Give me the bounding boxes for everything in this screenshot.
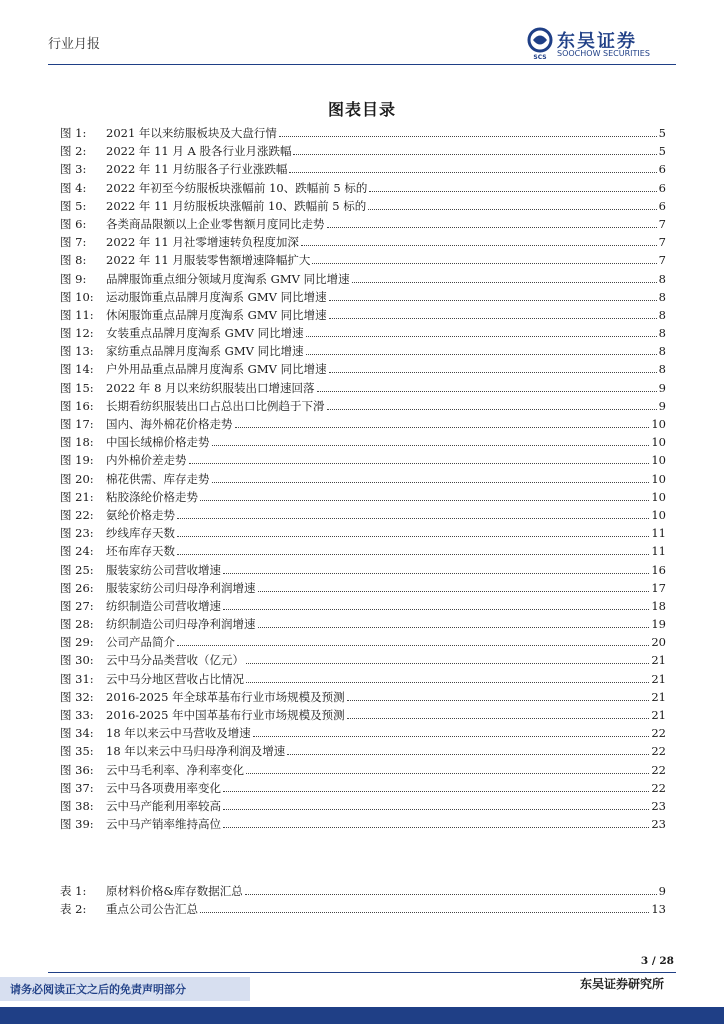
entry-label: 图 15: [60,380,94,395]
table-list [60,882,666,918]
entry-label: 图 1: [60,126,87,140]
entry-title: 云中马产能利用率较高 [106,798,221,813]
entry-page: 10 [651,435,666,450]
page-number: 3 / 28 [640,955,674,967]
leader-dots [329,371,657,373]
toc-entry[interactable] [60,900,666,918]
entry-label: 图 9: [60,271,87,286]
entry-label: 图 17: [60,417,94,431]
entry-page: 23 [651,817,666,832]
toc-entry[interactable] [60,233,666,251]
entry-page: 7 [658,235,666,250]
entry-label: 图 16: [60,398,94,413]
toc-entry[interactable] [60,779,666,797]
entry-label: 图 18: [60,435,94,450]
entry-label: 图 5: [60,198,87,213]
toc-entry[interactable] [60,688,666,706]
toc-entry[interactable] [60,651,666,669]
entry-label: 图 36: [60,762,94,777]
toc-entry[interactable] [60,761,666,779]
toc-entry[interactable] [60,815,666,833]
leader-dots [352,281,657,283]
logo-mark-text: SCS [533,54,547,61]
entry-page: 16 [651,562,666,577]
entry-label: 图 2: [60,144,87,159]
entry-label: 图 34: [60,726,94,741]
entry-title: 休闲服饰重点品牌月度淘系 GMV 同比增速 [106,307,327,322]
entry-page: 10 [651,471,666,486]
entry-page: 6 [658,198,666,213]
leader-dots [200,911,649,913]
page-title: 图表目录 [327,100,396,119]
leader-dots [253,735,650,737]
leader-dots [189,462,650,464]
entry-label: 图 20: [60,471,94,486]
entry-page: 10 [651,453,666,468]
entry-title: 运动服饰重点品牌月度淘系 GMV 同比增速 [106,289,327,304]
leader-dots [177,553,649,555]
toc-entry[interactable] [60,197,666,215]
leader-dots [306,353,657,355]
toc-entry[interactable] [60,742,666,760]
leader-dots [235,426,650,428]
toc-entry[interactable] [60,724,666,742]
leader-dots [245,893,657,895]
entry-page: 11 [651,526,666,541]
entry-title: 内外棉价差走势 [106,453,187,468]
toc-entry[interactable] [60,288,666,306]
entry-title: 纺织制造公司营收增速 [106,598,221,613]
toc-entry[interactable] [60,597,666,615]
entry-label: 图 23: [60,526,94,541]
entry-label: 图 19: [60,453,94,468]
entry-label: 表 1: [60,884,87,898]
toc-entry[interactable] [60,561,666,579]
entry-label: 图 8: [60,253,87,268]
entry-page: 8 [658,344,666,359]
leader-dots [223,572,649,574]
entry-label: 图 24: [60,544,94,559]
brand-logo [527,27,677,61]
entry-title: 坯布库存天数 [106,544,175,559]
entry-page: 18 [651,598,666,613]
entry-page: 9 [658,398,666,413]
leader-dots [279,135,657,137]
toc-entry[interactable] [60,706,666,724]
entry-title: 纺织制造公司归母净利润增速 [106,617,256,632]
entry-title: 公司产品简介 [106,635,175,650]
entry-page: 10 [651,507,666,522]
entry-page: 5 [658,126,666,140]
entry-page: 9 [658,884,666,898]
entry-title: 2022 年初至今纺服板块涨幅前 10、跌幅前 5 标的 [106,180,368,195]
entry-label: 图 30: [60,653,94,668]
entry-label: 图 38: [60,798,94,813]
leader-dots [306,335,657,337]
leader-dots [246,662,649,664]
toc-entry[interactable] [60,360,666,378]
entry-page: 8 [658,307,666,322]
entry-page: 22 [651,726,666,741]
toc-entry[interactable] [60,433,666,451]
leader-dots [293,153,656,155]
leader-dots [317,390,657,392]
entry-title: 2016-2025 年全球革基布行业市场规模及预测 [106,689,345,704]
entry-title: 云中马毛利率、净利率变化 [106,762,244,777]
toc-entry[interactable] [60,524,666,542]
leader-dots [200,499,649,501]
leader-dots [368,208,656,210]
toc-entry[interactable] [60,179,666,197]
entry-label: 图 11: [60,307,94,322]
entry-title: 氨纶价格走势 [106,507,175,522]
entry-title: 2022 年 11 月服装零售额增速降幅扩大 [106,253,311,268]
leader-dots [312,262,656,264]
entry-page: 22 [651,780,666,795]
entry-label: 图 27: [60,598,94,613]
entry-title: 服装家纺公司归母净利润增速 [106,580,256,595]
entry-title: 云中马分地区营收占比情况 [106,671,244,686]
entry-page: 13 [651,902,666,917]
entry-title: 重点公司公告汇总 [106,902,198,917]
footer-divider [48,972,676,973]
leader-dots [329,317,657,319]
entry-page: 21 [651,671,666,686]
entry-title: 棉花供需、库存走势 [106,471,210,486]
toc-entry[interactable] [60,797,666,815]
entry-title: 2022 年 11 月社零增速转负程度加深 [106,235,299,250]
figure-list [60,124,666,833]
entry-page: 20 [651,635,666,650]
leader-dots [329,299,657,301]
entry-title: 2022 年 11 月纺服各子行业涨跌幅 [106,162,288,177]
entry-page: 6 [658,162,666,177]
leader-dots [369,190,656,192]
entry-title: 纱线库存天数 [106,526,175,541]
toc-entry[interactable] [60,142,666,160]
toc-entry[interactable] [60,470,666,488]
entry-title: 云中马分品类营收（亿元） [106,653,244,668]
leader-dots [327,226,657,228]
entry-label: 图 14: [60,362,94,377]
entry-label: 图 29: [60,635,94,650]
entry-title: 云中马各项费用率变化 [106,780,221,795]
entry-title: 粘胶涤纶价格走势 [106,489,198,504]
entry-label: 图 7: [60,235,87,250]
entry-page: 5 [658,144,666,159]
bottom-bar [0,1007,724,1024]
entry-page: 8 [658,271,666,286]
toc-entry[interactable] [60,488,666,506]
entry-title: 国内、海外棉花价格走势 [106,417,233,431]
toc-entry[interactable] [60,306,666,324]
toc-entry[interactable] [60,270,666,288]
entry-page: 22 [651,744,666,759]
entry-label: 图 37: [60,780,94,795]
leader-dots [212,444,650,446]
toc-entry[interactable] [60,251,666,269]
leader-dots [347,699,650,701]
entry-page: 10 [651,417,666,431]
header-divider [48,64,676,65]
toc-entry[interactable] [60,379,666,397]
leader-dots [258,626,650,628]
entry-page: 21 [651,689,666,704]
soochow-logo-icon [527,27,553,61]
entry-title: 18 年以来云中马归母净利润及增速 [106,744,286,759]
entry-page: 17 [651,580,666,595]
entry-title: 2022 年 11 月 A 股各行业月涨跌幅 [106,144,292,159]
leader-dots [223,826,649,828]
entry-label: 图 33: [60,708,94,722]
logo-chinese-name: 东吴证券 [557,31,637,52]
leader-dots [347,717,650,719]
leader-dots [223,790,649,792]
leader-dots [258,590,650,592]
toc-entry[interactable] [60,882,666,900]
leader-dots [327,408,657,410]
entry-label: 图 10: [60,289,94,304]
entry-label: 图 21: [60,489,94,504]
entry-page: 10 [651,489,666,504]
disclaimer-text: 请务必阅读正文之后的免责声明部分 [10,983,186,996]
leader-dots [177,535,649,537]
leader-dots [212,481,650,483]
toc-entry[interactable] [60,397,666,415]
leader-dots [177,644,649,646]
entry-label: 图 31: [60,671,94,686]
leader-dots [301,244,657,246]
entry-page: 23 [651,798,666,813]
entry-label: 图 12: [60,326,94,341]
entry-label: 图 39: [60,817,94,832]
entry-title: 品牌服饰重点细分领域月度淘系 GMV 同比增速 [106,271,350,286]
logo-english-name: SOOCHOW SECURITIES [557,49,650,58]
leader-dots [246,681,649,683]
toc-entry[interactable] [60,615,666,633]
entry-title: 中国长绒棉价格走势 [106,435,210,450]
leader-dots [223,808,649,810]
leader-dots [223,608,649,610]
entry-page: 8 [658,289,666,304]
leader-dots [246,772,649,774]
entry-label: 图 28: [60,617,94,632]
entry-title: 女装重点品牌月度淘系 GMV 同比增速 [106,326,304,341]
leader-dots [289,171,656,173]
entry-page: 21 [651,653,666,668]
entry-label: 图 3: [60,162,87,177]
entry-label: 表 2: [60,902,87,917]
toc-entry[interactable] [60,670,666,688]
disclaimer-band [0,977,250,1001]
entry-page: 8 [658,326,666,341]
toc-entry[interactable] [60,342,666,360]
entry-page: 7 [658,216,666,231]
toc-entry[interactable] [60,124,666,142]
entry-title: 18 年以来云中马营收及增速 [106,726,251,741]
entry-page: 22 [651,762,666,777]
entry-label: 图 6: [60,216,87,231]
toc-entry[interactable] [60,451,666,469]
entry-title: 云中马产销率维持高位 [106,817,221,832]
toc-entry[interactable] [60,506,666,524]
report-type: 行业月报 [48,37,101,52]
entry-title: 长期看纺织服装出口占总出口比例趋于下滑 [106,398,325,413]
entry-title: 2022 年 11 月纺服板块涨幅前 10、跌幅前 5 标的 [106,198,367,213]
toc-entry[interactable] [60,415,666,433]
entry-page: 7 [658,253,666,268]
entry-page: 9 [658,380,666,395]
entry-label: 图 4: [60,180,87,195]
entry-page: 6 [658,180,666,195]
toc-entry[interactable] [60,324,666,342]
entry-page: 19 [651,617,666,632]
toc-entry[interactable] [60,215,666,233]
entry-title: 2016-2025 年中国革基布行业市场规模及预测 [106,708,345,722]
entry-title: 原材料价格&库存数据汇总 [106,884,243,898]
entry-page: 8 [658,362,666,377]
institute-name: 东吴证券研究所 [579,977,664,991]
entry-title: 户外用品重点品牌月度淘系 GMV 同比增速 [106,362,327,377]
toc-entry[interactable] [60,579,666,597]
entry-label: 图 32: [60,689,94,704]
leader-dots [177,517,649,519]
leader-dots [287,753,649,755]
toc-entry[interactable] [60,542,666,560]
entry-title: 各类商品限额以上企业零售额月度同比走势 [106,216,325,231]
toc-entry[interactable] [60,160,666,178]
entry-label: 图 22: [60,507,94,522]
entry-title: 2021 年以来纺服板块及大盘行情 [106,126,277,140]
entry-label: 图 26: [60,580,94,595]
entry-title: 家纺重点品牌月度淘系 GMV 同比增速 [106,344,304,359]
entry-page: 11 [651,544,666,559]
entry-label: 图 13: [60,344,94,359]
entry-title: 2022 年 8 月以来纺织服装出口增速回落 [106,380,315,395]
toc-entry[interactable] [60,633,666,651]
entry-label: 图 35: [60,744,94,759]
entry-label: 图 25: [60,562,94,577]
entry-page: 21 [651,708,666,722]
entry-title: 服装家纺公司营收增速 [106,562,221,577]
